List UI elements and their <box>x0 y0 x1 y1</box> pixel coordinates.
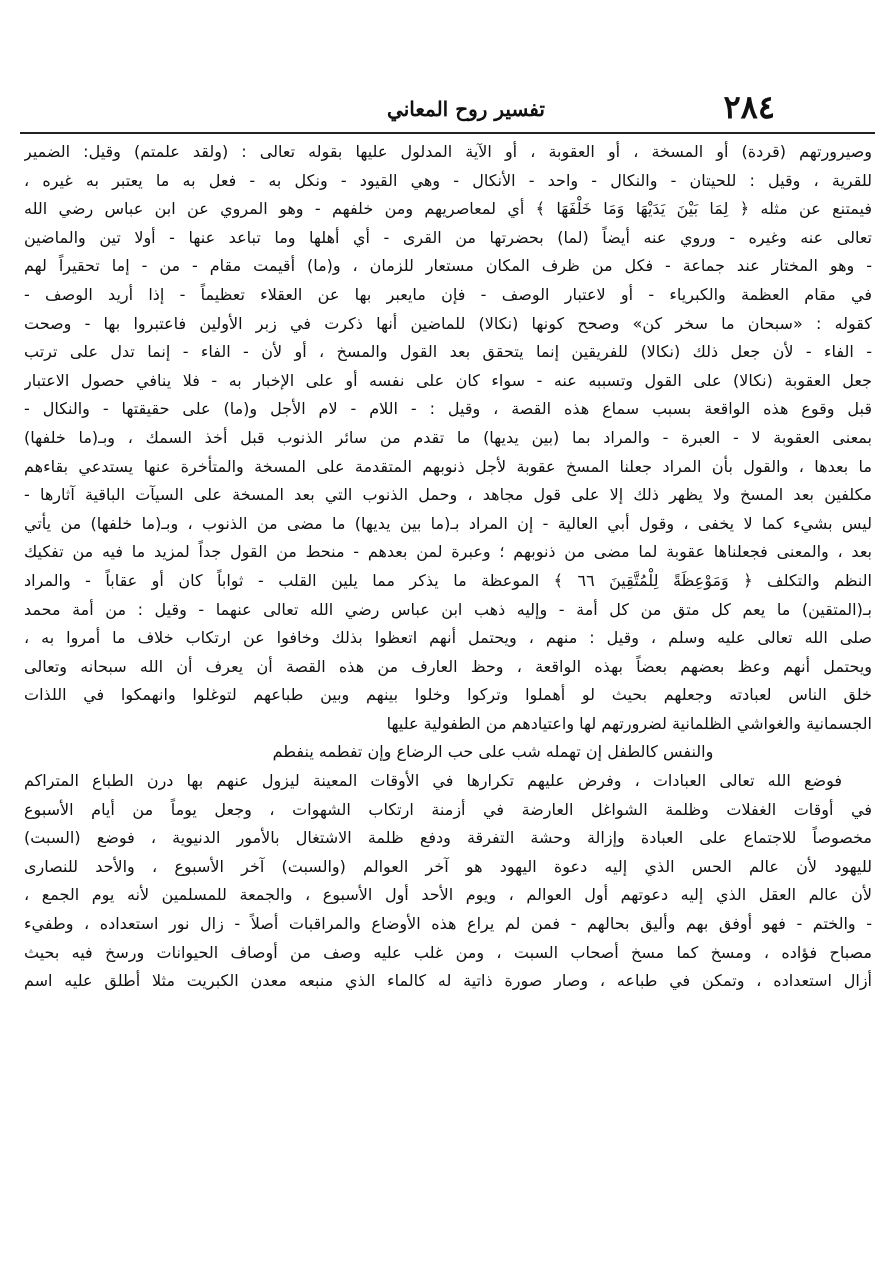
text-line: - الفاء - لأن جعل ذلك (نكالا) للفريقين إنما يتحقق بعد القول والمسخ ، أو لأن - الفاء - إنما تدل على ترتب <box>24 342 872 362</box>
text-line: بـ(المتقين) ما يعم كل متق من كل أمة - وإليه ذهب ابن عباس رضي الله تعالى عنهما - وقيل : من أمة محمد <box>24 599 872 619</box>
text-line: فوضع الله تعالى العبادات ، وفرض عليهم تكرارها في الأوقات المعينة ليزول عنهم بها درن الطباع المتراكم <box>24 771 842 791</box>
text-line: كقوله : «سبحان ما سخر كن» وصحح كونها (نكالا) للماضين أنها ذكرت في زبر الأولين فاعتبروا بها - وصحت <box>24 313 872 333</box>
page-header <box>20 86 875 132</box>
text-line: النظم والتكلف ﴿ وَمَوْعِظَةً لِلْمُتَّقِينَ ٦٦ ﴾ الموعظة ما يذكر مما يلين القلب - ثواباً كان أو عقاباً - والمراد <box>24 570 872 590</box>
text-line: تعالى عنه وغيره - وروي عنه أيضاً (لما) بحضرتها من القرى - أي أهلها وما تباعد عنها - أولا تين والماضين <box>24 227 872 247</box>
running-title: تفسير روح المعاني <box>387 97 545 121</box>
text-line: مكلفين بعد المسخ ولا يظهر ذلك إلا على قول مجاهد ، وحمل الذنوب التي بعد المسخة على السيآت الباقية آثارها - <box>24 485 872 505</box>
text-line: صلى الله تعالى عليه وسلم ، وقيل : منهم ، ويحتمل أنهم اتعظوا بذلك وخافوا عن ارتكاب خلاف ما أمروا به ، <box>24 628 872 648</box>
text-line: ويحتمل أنهم وعظ بعضهم بعضاً بهذه الواقعة ، وحظ العارف من هذه القصة أن يعرف أن الله سبحانه وتعالى <box>24 656 872 676</box>
header-rule <box>20 132 875 134</box>
text-line: مصباح فؤاده ، ومسخ كما مسخ أصحاب السبت ، ومن غلب عليه وصف من أوصاف الحيوانات ورسخ فيه بحيث <box>24 942 872 962</box>
text-line: ما بعدها ، والقول بأن المراد جعلنا المسخ عقوبة لأجل ذنوبهم المتقدمة على المسخة والمتأخرة عنها يستدعي بقاءهم <box>24 456 872 476</box>
text-line: - والختم - فهو أوفق بهم وأليق بحالهم - فمن لم يراع هذه الأوضاع والمراقبات أصلاً - زال نور استعداده ، وطفيء <box>24 914 872 934</box>
text-line: - وهو المختار عند جماعة - فكل من ظرف المكان مستعار للزمان ، و(ما) أقيمت مقام - من - إما تحقيراً لهم <box>24 256 872 276</box>
body-text <box>24 138 872 996</box>
text-line: في أوقات الغفلات وظلمة الشواغل العارضة في أزمنة ارتكاب الشهوات ، وجعل يوماً من أيام الأسبوع <box>24 799 872 819</box>
text-line: جعل العقوبة (نكالا) على القول وتسببه عنه - سواء كان على نفسه أو على الإخبار به - فلا ينافي حصول الاعتبار <box>24 370 872 390</box>
poetry-verse: والنفس كالطفل إن تهمله شب على حب الرضاع وإن تفطمه ينفطم <box>272 742 714 762</box>
text-line: بمعنى العقوبة لا - العبرة - والمراد بما (بين يديها) ما تقدم من سائر الذنوب قبل أخذ السمك ، وبـ(ما خلفها) <box>24 427 872 447</box>
text-line: ليس بشيء كما لا يخفى ، وقول أبي العالية - إن المراد بـ(ما بين يديها) ما مضى من الذنوب ، وبـ(ما خلفها) من يأتي <box>24 513 872 533</box>
text-line: في مقام العظمة والكبرياء - أو لاعتبار الوصف - فإن مايعبر بها عن العقلاء تعظيماً - إذا أريد الوصف - <box>24 284 872 304</box>
text-line: الجسمانية والغواشي الظلمانية لضرورتهم لها واعتيادهم من الطفولية عليها <box>386 713 872 733</box>
text-line: أزال استعداده ، وتمكن في طباعه ، وصار صورة ذاتية له كالماء الذي منبعه معدن الكبريت مثلا أطلق عليه اسم <box>24 971 872 991</box>
text-line: لليهود لأن عالم الحس الذي إليه دعوة اليهود هو آخر العوالم (والسبت) آخر الأسبوع ، والأحد للنصارى <box>24 856 872 876</box>
page-number: ٢٨٤ <box>723 88 775 126</box>
text-line: بعد ، والمعنى فجعلناها عقوبة لما مضى من ذنوبهم ؛ وعبرة لمن بعدهم - منحط من القول جداً لمزيد ما فيه من تفكيك <box>24 542 872 562</box>
text-line: مخصوصاً للاجتماع على العبادة وإزالة وحشة التفرقة ودفع ظلمة الاشتغال بالأمور الدنيوية ، فوضع (السبت) <box>24 828 872 848</box>
text-line: وصيرورتهم (قردة) أو المسخة ، أو العقوبة ، أو الآية المدلول عليها بقوله تعالى : (ولقد علمتم) وقيل: الضمير <box>24 142 872 161</box>
text-line: للقرية ، وقيل : للحيتان - والنكال - واحد - الأنكال - وهي القيود - ونكل به - فعل به ما يعتبر به غيره ، <box>24 170 872 190</box>
text-line: خلق الناس لعبادته وجعلهم بحيث لو أهملوا وتركوا وخلوا بينهم وبين طباعهم لتوغلوا وانهمكوا في اللذات <box>24 685 872 705</box>
text-line: لأن عالم العقل الذي إليه دعوتهم أول العوالم ، ويوم الأحد أول الأسبوع ، والجمعة للمسلمين لأنه يوم الجمع ، <box>24 885 872 905</box>
text-line: فيمتنع عن مثله ﴿ لِمَا بَيْنَ يَدَيْهَا وَمَا خَلْفَهَا ﴾ أي لمعاصريهم ومن خلفهم - وهو المروي عن ابن عباس رضي الله <box>24 199 872 219</box>
text-line: قبل وقوع هذه الواقعة بسبب سماع هذه القصة ، وقيل : - اللام - لام الأجل و(ما) على حقيقتها - والنكال - <box>24 399 872 419</box>
